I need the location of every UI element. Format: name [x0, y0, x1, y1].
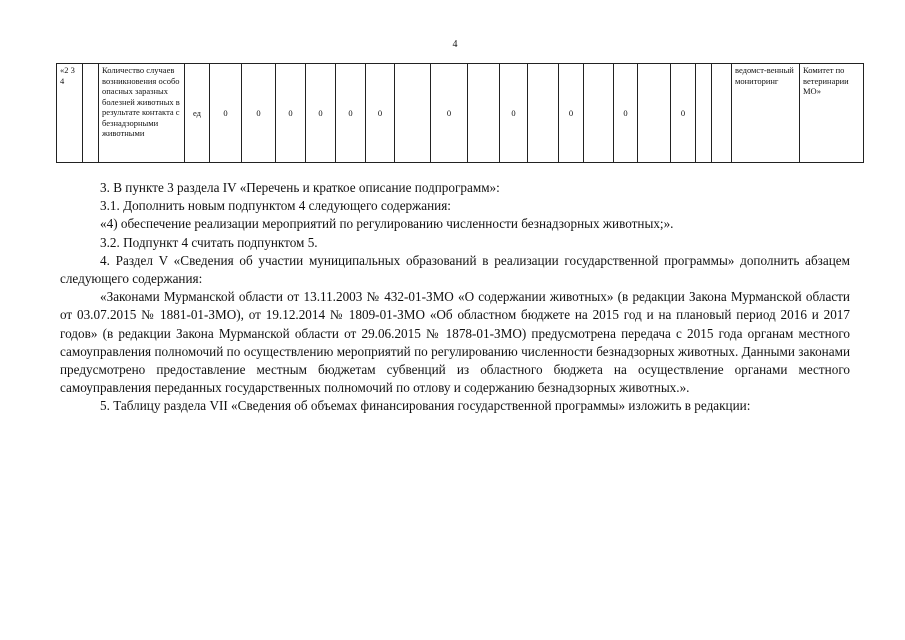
value-cell: 0 [276, 64, 306, 163]
paragraph: 3.1. Дополнить новым подпунктом 4 следующего содержания: [100, 198, 451, 214]
paragraph: 3.2. Подпункт 4 считать подпунктом 5. [100, 234, 318, 250]
document-body [60, 179, 850, 416]
value-cell [584, 64, 614, 163]
value-cell: 0 [671, 64, 696, 163]
value-cell: 0 [614, 64, 638, 163]
value-cell: 0 [559, 64, 584, 163]
paragraph: 4. Раздел V «Сведения об участии муниципальных образований в реализации государственной программы» дополнить абзацем следующего содержания: [60, 252, 850, 287]
value-cell [468, 64, 500, 163]
empty-cell [83, 64, 99, 163]
indicators-table [56, 63, 864, 163]
source-cell: ведомст-венный мониторинг [732, 64, 800, 163]
value-cell [712, 64, 732, 163]
indicator-name: Количество случаев возникновения особо опасных заразных болезней животных в результате контакта с безнадзорными животными [99, 64, 185, 163]
paragraph: 3. В пункте 3 раздела IV «Перечень и краткое описание подпрограмм»: [100, 180, 500, 195]
value-cell: 0 [242, 64, 276, 163]
paragraph: «Законами Мурманской области от 13.11.2003 № 432-01-ЗМО «О содержании животных» (в редакции Закона Мурманской области от 03.07.2015 № 1881-01-ЗМО), от 19.12.2014 № 1809-01-ЗМО «Об областном бюджете на 2015 год и на плановый период 2016 и 2017 годов» (в редакции Закона Мурманской области от 29.06.2015 № 1878-01-ЗМО) предусмотрена передача с 2015 года органам местного самоуправления полномочий по осуществлению мероприятий по регулированию численности безнадзорных животных. Данными законами предусмотрено предоставление местным бюджетам субвенций из областного бюджета на осуществление органами местного самоуправления переданных государственных полномочий по отлову и содержанию безнадзорных животных.». [60, 289, 850, 396]
unit-cell: ед [185, 64, 210, 163]
value-cell [395, 64, 431, 163]
paragraph: «4) обеспечение реализации мероприятий по регулированию численности безнадзорных животных;». [100, 216, 674, 232]
value-cell: 0 [210, 64, 242, 163]
value-cell: 0 [431, 64, 468, 163]
responsible-cell: Комитет по ветеринарии МО» [800, 64, 864, 163]
value-cell: 0 [306, 64, 336, 163]
value-cell [528, 64, 559, 163]
value-cell [696, 64, 712, 163]
value-cell: 0 [336, 64, 366, 163]
value-cell: 0 [366, 64, 395, 163]
value-cell: 0 [500, 64, 528, 163]
table-row [57, 64, 864, 163]
row-code: «2 3 4 [57, 64, 83, 163]
paragraph: 5. Таблицу раздела VII «Сведения об объемах финансирования государственной программы» изложить в редакции: [100, 398, 751, 414]
value-cell [638, 64, 671, 163]
page-number: 4 [452, 39, 458, 50]
